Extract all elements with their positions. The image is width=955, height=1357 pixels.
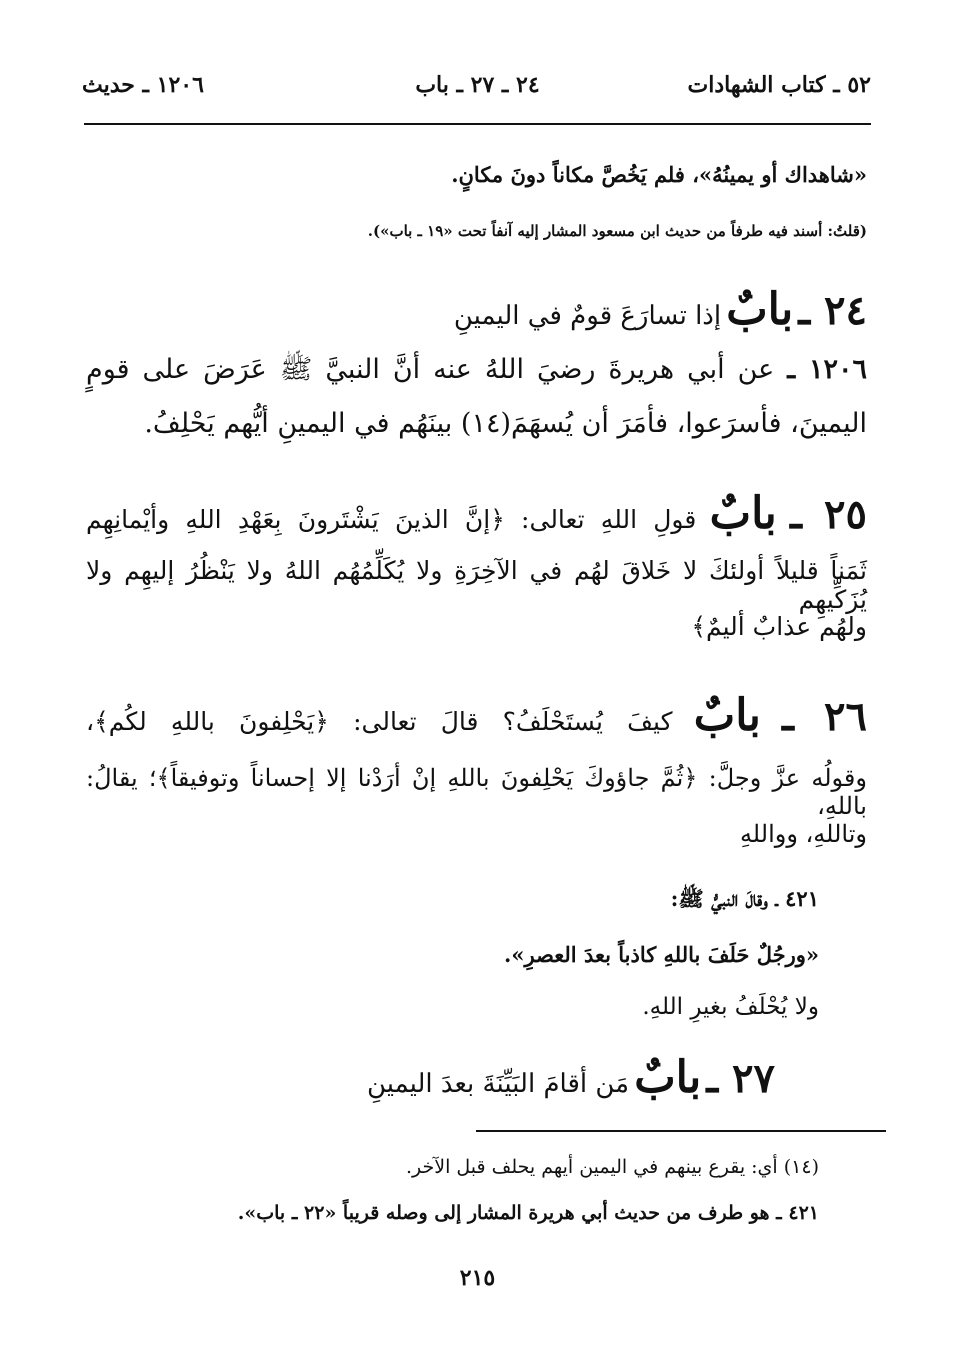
intro-note: (قلتُ: أسند فيه طرفاً من حديث ابن مسعود المشار إليه آنفاً تحت «١٩ ـ باب»). [367, 222, 867, 240]
bab-number: ٢٥ ـ [790, 491, 868, 538]
hadith-1206-line-1 [86, 352, 867, 392]
footnote-14: (١٤) أي: يقرع بينهم في اليمين أيهم يحلف قبل الآخر. [405, 1156, 819, 1178]
bab-title: كيفَ يُستَحْلَفُ؟ قالَ تعالى: ﴿يَحْلِفونَ باللهِ لكُم﴾، [86, 707, 673, 736]
bab-title: مَن أقامَ البَيِّنَةَ بعدَ اليمينِ [366, 1069, 630, 1099]
bab-25-heading [86, 488, 867, 539]
bab-27-heading [367, 1052, 775, 1103]
bab-word: بابٌ [709, 488, 777, 539]
hadith-421-line-3: ولا يُحْلَفُ بغيرِ اللهِ. [642, 994, 819, 1020]
header-chapter: ٥٢ ـ كتاب الشهادات [687, 72, 871, 98]
bab-word: بابٌ [693, 690, 761, 741]
bab-25-line-3: ولهُم عذابٌ أليمٌ﴾ [691, 612, 867, 641]
bab-26-heading [86, 690, 867, 741]
hadith-number: ١٢٠٦ ـ [787, 354, 867, 385]
bab-word: بابٌ [726, 284, 794, 335]
page-number: ٢١٥ [459, 1265, 496, 1291]
bab-number: ٢٤ ـ [798, 287, 867, 334]
bab-title: إذا تسارَعَ قومٌ في اليمينِ [453, 301, 722, 331]
hadith-421-line-2: «ورجُلٌ حَلَفَ باللهِ كاذباً بعدَ العصرِ». [504, 942, 819, 967]
bab-26-line-3: وتاللهِ، وواللهِ [739, 820, 867, 848]
bab-25-line-2: ثَمَناً قليلاً أولئكَ لا خَلاقَ لهُم في الآخِرَةِ ولا يُكَلِّمُهُم اللهُ ولا يَنْظُرُ إليهِم ولا يُزَكِّيهِم [86, 556, 867, 614]
header-sections: ٢٤ ـ ٢٧ ـ باب [415, 72, 540, 98]
header-hadith-range: ١٢٠٦ ـ حديث [82, 72, 204, 98]
hadith-421-line-1: ٤٢١ ـ وقالَ النبيُّ ﷺ: [670, 886, 819, 911]
bab-title: قولِ اللهِ تعالى: ﴿إنَّ الذينَ يَشْتَرونَ بِعَهْدِ اللهِ وأيْمانِهِم [86, 505, 697, 534]
bab-24-heading [454, 284, 867, 335]
bab-word: بابٌ [634, 1052, 702, 1103]
intro-quote: «شاهداك أو يمينُهُ»، فلم يَخُصَّ مكاناً دونَ مكانٍ. [451, 162, 867, 187]
header-rule [84, 123, 871, 125]
hadith-1206-line-2: اليمينَ، فأسرَعوا، فأمَرَ أن يُسهَمَ(١٤) بينَهُم في اليمينِ أيُّهم يَحْلِفُ. [144, 408, 867, 439]
bab-26-line-2: وقولُه عزَّ وجلَّ: ﴿ثُمَّ جاؤوكَ يَحْلِفونَ باللهِ إنْ أرَدْنا إلا إحساناً وتوفيقاً﴾؛ يقالُ: باللهِ، [86, 764, 867, 820]
footnote-421: ٤٢١ ـ هو طرف من حديث أبي هريرة المشار إلى وصله قريباً «٢٢ ـ باب». [237, 1202, 819, 1224]
bab-number: ٢٦ ـ [782, 693, 867, 740]
hadith-text: عن أبي هريرةَ رضيَ اللهُ عنه أنَّ النبيَّ ﷺ عَرَضَ على قومٍ [86, 354, 775, 385]
bab-number: ٢٧ ـ [706, 1055, 775, 1102]
footnote-rule [476, 1130, 886, 1132]
